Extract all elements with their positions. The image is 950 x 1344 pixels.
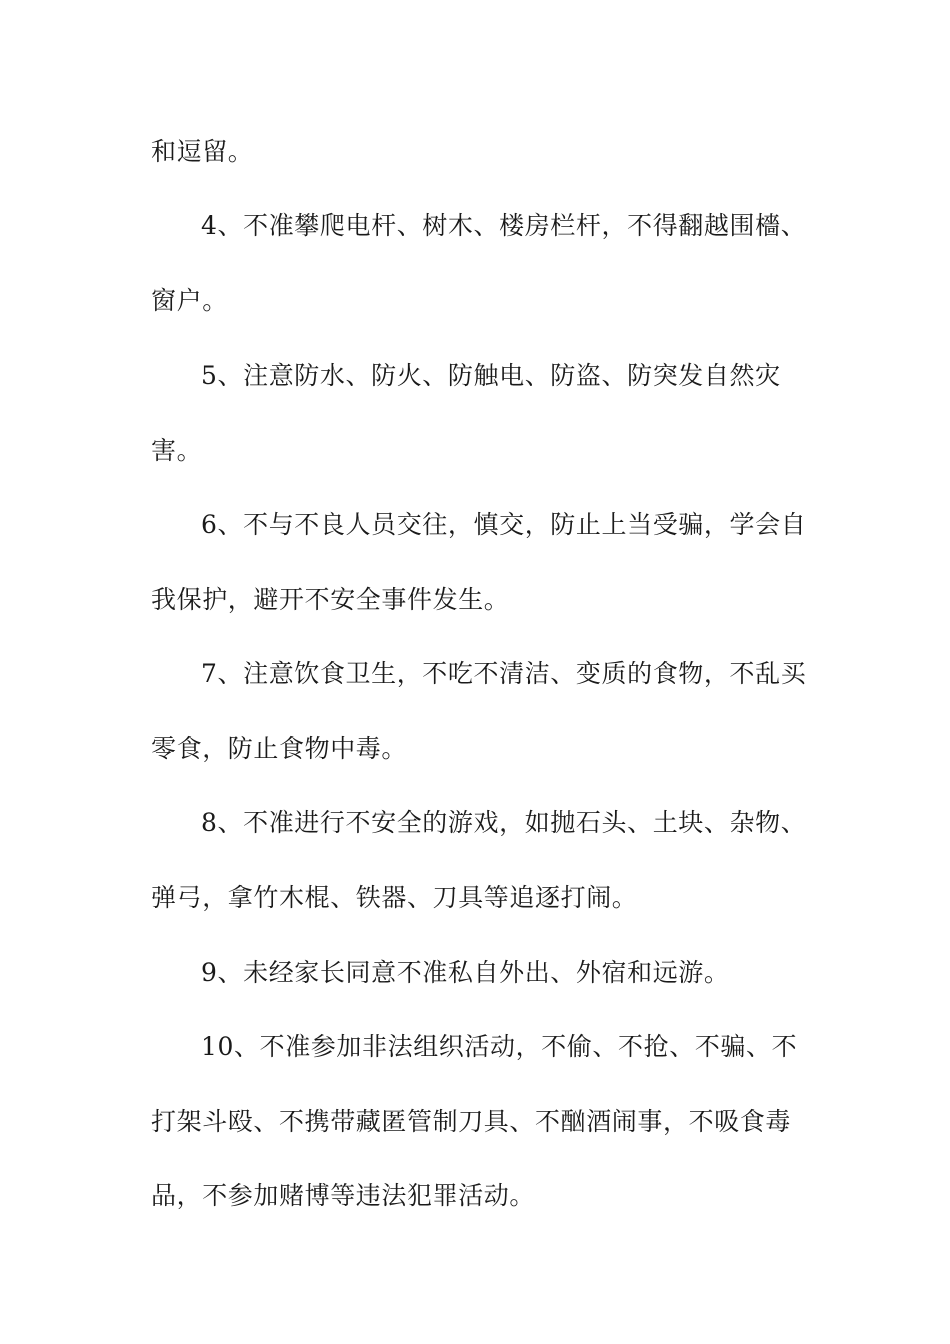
text-line: 害。 <box>151 436 203 465</box>
text-line: 和逗留。 <box>151 137 254 166</box>
text-line: 5、注意防水、防火、防触电、防盗、防突发自然灾 <box>201 361 781 390</box>
text-line: 打架斗殴、不携带藏匿管制刀具、不酗酒闹事，不吸食毒 <box>151 1107 792 1136</box>
text-line: 4、不准攀爬电杆、树木、楼房栏杆，不得翻越围檣、 <box>201 211 807 240</box>
text-line: 弹弓，拿竹木棍、铁器、刀具等追逐打闹。 <box>151 883 638 912</box>
text-line: 品，不参加赌博等违法犯罪活动。 <box>151 1181 536 1210</box>
text-line: 窗户。 <box>151 286 228 315</box>
text-line: 10、不准参加非法组织活动，不偷、不抢、不骗、不 <box>201 1032 798 1061</box>
text-line: 7、注意饮食卫生，不吃不清洁、变质的食物，不乱买 <box>201 659 807 688</box>
text-line: 我保护，避开不安全事件发生。 <box>151 585 510 614</box>
text-line: 8、不准进行不安全的游戏，如抛石头、土块、杂物、 <box>201 808 807 837</box>
text-line: 6、不与不良人员交往，慎交，防止上当受骗，学会自 <box>201 510 807 539</box>
text-line: 9、未经家长同意不准私自外出、外宿和远游。 <box>201 958 730 987</box>
text-line: 零食，防止食物中毒。 <box>151 734 408 763</box>
